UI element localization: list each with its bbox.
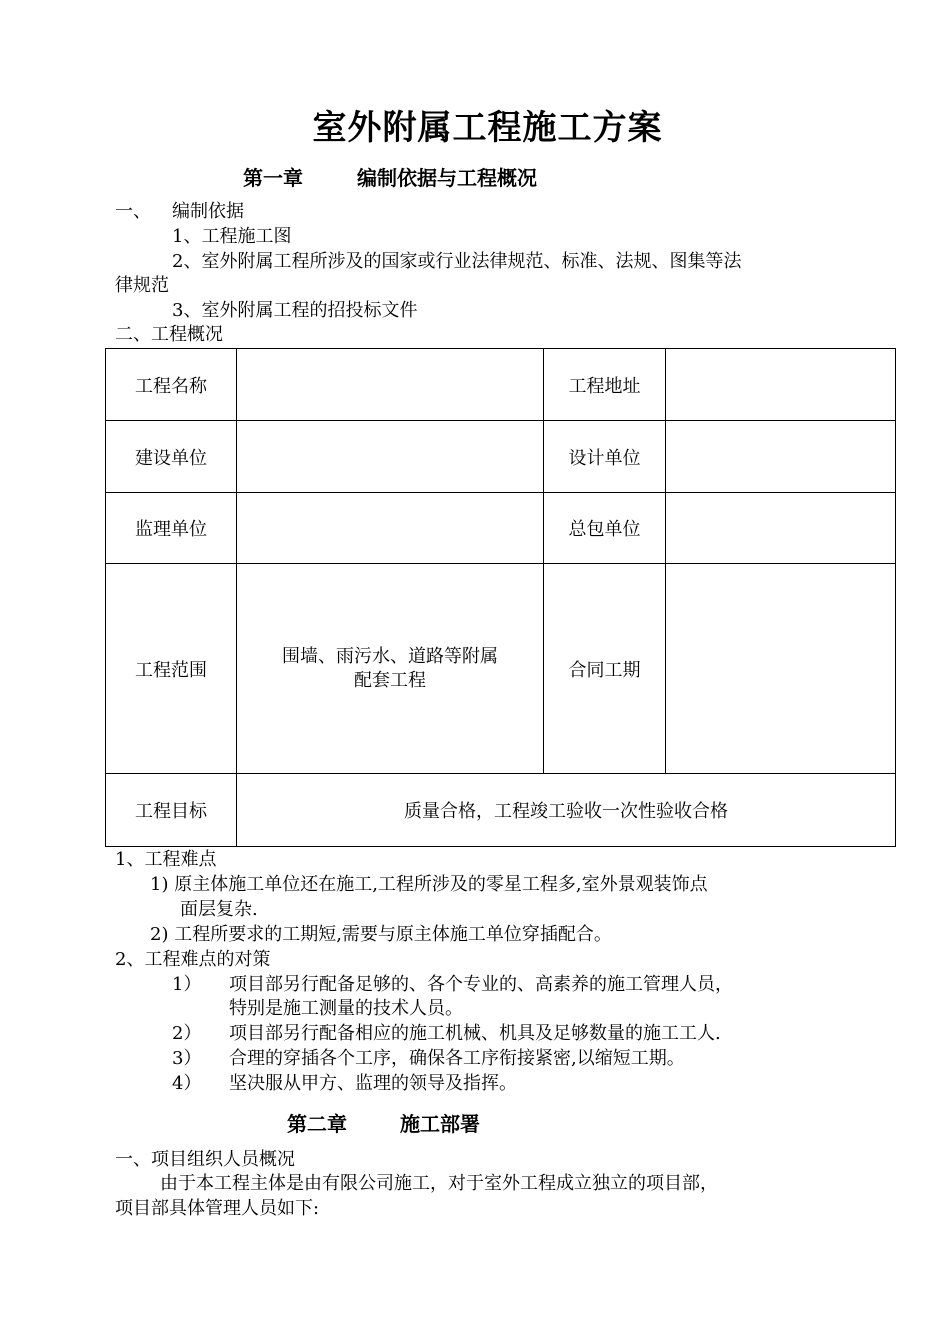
- section1-heading-number: 一、: [115, 201, 151, 222]
- value-project-scope: [237, 564, 544, 774]
- measure-2-number: 2）: [172, 1023, 202, 1044]
- label-contract-period: 合同工期: [544, 564, 666, 774]
- chapter2-number: 第二章: [287, 1112, 347, 1136]
- value-design-unit: [666, 421, 896, 493]
- table-row: [106, 564, 896, 774]
- table-row: [106, 774, 896, 847]
- label-project-name: 工程名称: [106, 349, 237, 421]
- value-construction-unit: [237, 421, 544, 493]
- value-project-address: [666, 349, 896, 421]
- scope-line-1: 围墙、雨污水、道路等附属: [282, 645, 498, 667]
- measure-2: 项目部另行配备相应的施工机械、机具及足够数量的施工工人.: [229, 1023, 721, 1044]
- label-general-contractor: 总包单位: [544, 493, 666, 564]
- value-contract-period: [666, 564, 896, 774]
- difficulty-point-1-cont: 面层复杂.: [180, 899, 258, 920]
- difficulty-point-1: 1) 原主体施工单位还在施工,工程所涉及的零星工程多,室外景观装饰点: [150, 874, 708, 895]
- table-row: [106, 421, 896, 493]
- basis-item-1: 1、工程施工图: [172, 226, 292, 247]
- measure-4-number: 4）: [172, 1073, 202, 1094]
- basis-item-3: 3、室外附属工程的招投标文件: [172, 300, 418, 321]
- table-row: [106, 349, 896, 421]
- measure-4: 坚决服从甲方、监理的领导及指挥。: [229, 1073, 517, 1094]
- section3-paragraph: 由于本工程主体是由有限公司施工，对于室外工程成立独立的项目部，: [160, 1173, 718, 1194]
- label-project-address: 工程地址: [544, 349, 666, 421]
- measure-1-number: 1）: [172, 974, 202, 995]
- basis-item-2: 2、室外附属工程所涉及的国家或行业法律规范、标准、法规、图集等法: [172, 251, 742, 272]
- measure-1-cont: 特别是施工测量的技术人员。: [229, 998, 463, 1019]
- value-project-goal: 质量合格，工程竣工验收一次性验收合格: [237, 774, 896, 847]
- chapter2-name: 施工部署: [400, 1112, 480, 1136]
- label-supervision-unit: 监理单位: [106, 493, 237, 564]
- value-project-name: [237, 349, 544, 421]
- measure-1: 项目部另行配备足够的、各个专业的、高素养的施工管理人员，: [229, 974, 733, 995]
- label-project-goal: 工程目标: [106, 774, 237, 847]
- label-project-scope: 工程范围: [106, 564, 237, 774]
- label-construction-unit: 建设单位: [106, 421, 237, 493]
- measure-3-number: 3）: [172, 1048, 202, 1069]
- value-general-contractor: [666, 493, 896, 564]
- label-design-unit: 设计单位: [544, 421, 666, 493]
- basis-item-2-cont: 律规范: [115, 275, 169, 296]
- difficulty-heading: 1、工程难点: [115, 849, 217, 870]
- difficulty-point-2: 2) 工程所要求的工期短,需要与原主体施工单位穿插配合。: [150, 924, 612, 945]
- section2-heading: 二、工程概况: [115, 324, 223, 345]
- section3-paragraph-cont: 项目部具体管理人员如下:: [115, 1198, 320, 1219]
- document-title: 室外附属工程施工方案: [312, 108, 663, 148]
- scope-line-2: 配套工程: [354, 669, 426, 691]
- value-supervision-unit: [237, 493, 544, 564]
- chapter1-name: 编制依据与工程概况: [357, 166, 537, 190]
- table-row: [106, 493, 896, 564]
- section3-heading: 一、项目组织人员概况: [115, 1149, 295, 1170]
- chapter1-number: 第一章: [243, 166, 303, 190]
- measures-heading: 2、工程难点的对策: [115, 949, 271, 970]
- measure-3: 合理的穿插各个工序，确保各工序衔接紧密,以缩短工期。: [229, 1048, 685, 1069]
- section1-heading-text: 编制依据: [172, 201, 244, 222]
- project-overview-table: [105, 348, 896, 847]
